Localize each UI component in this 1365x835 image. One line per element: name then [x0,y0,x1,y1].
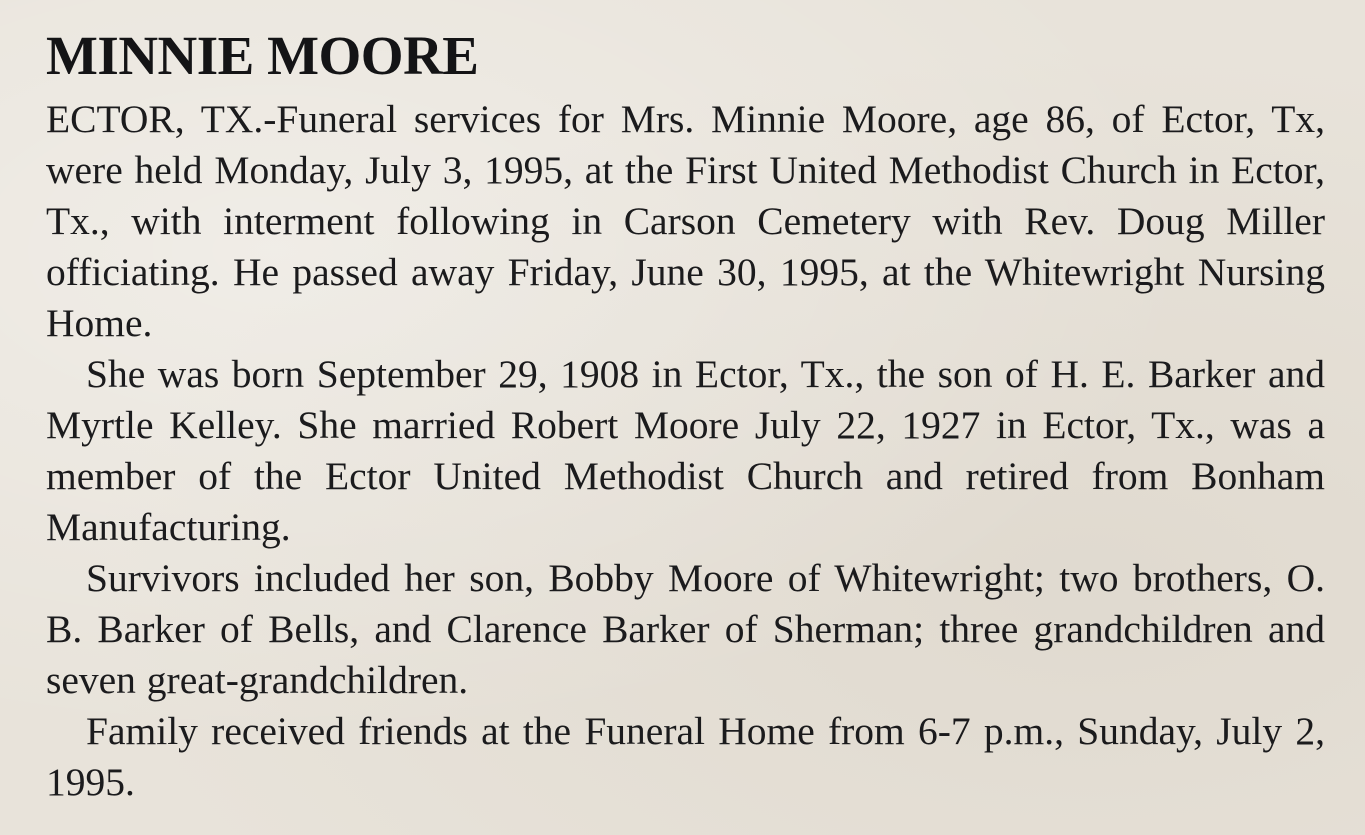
obituary-paragraph-biography: She was born September 29, 1908 in Ector, Tx., the son of H. E. Barker and Myrtle Kelley. She married Robert Moore July 22, 1927 in Ector, Tx., was a member of the Ector United Methodist Church and retired from Bonham Manufacturing. [46,352,1325,549]
obituary-headline: MINNIE MOORE [46,25,479,86]
obituary-paragraph-funeral: ECTOR, TX.-Funeral services for Mrs. Minnie Moore, age 86, of Ector, Tx, were held Monday, July 3, 1995, at the First United Methodist Church in Ector, Tx., with interment following in Carson Cemetery with Rev. Doug Miller officiating. He passed away Friday, June 30, 1995, at the Whitewright Nursing Home. [46,97,1325,345]
obituary-paragraph-survivors: Survivors included her son, Bobby Moore of Whitewright; two brothers, O. B. Barker of Bells, and Clarence Barker of Sherman; three grandchildren and seven great-grandchildren. [46,556,1325,702]
obituary-paragraph-visitation: Family received friends at the Funeral Home from 6-7 p.m., Sunday, July 2, 1995. [46,709,1325,804]
